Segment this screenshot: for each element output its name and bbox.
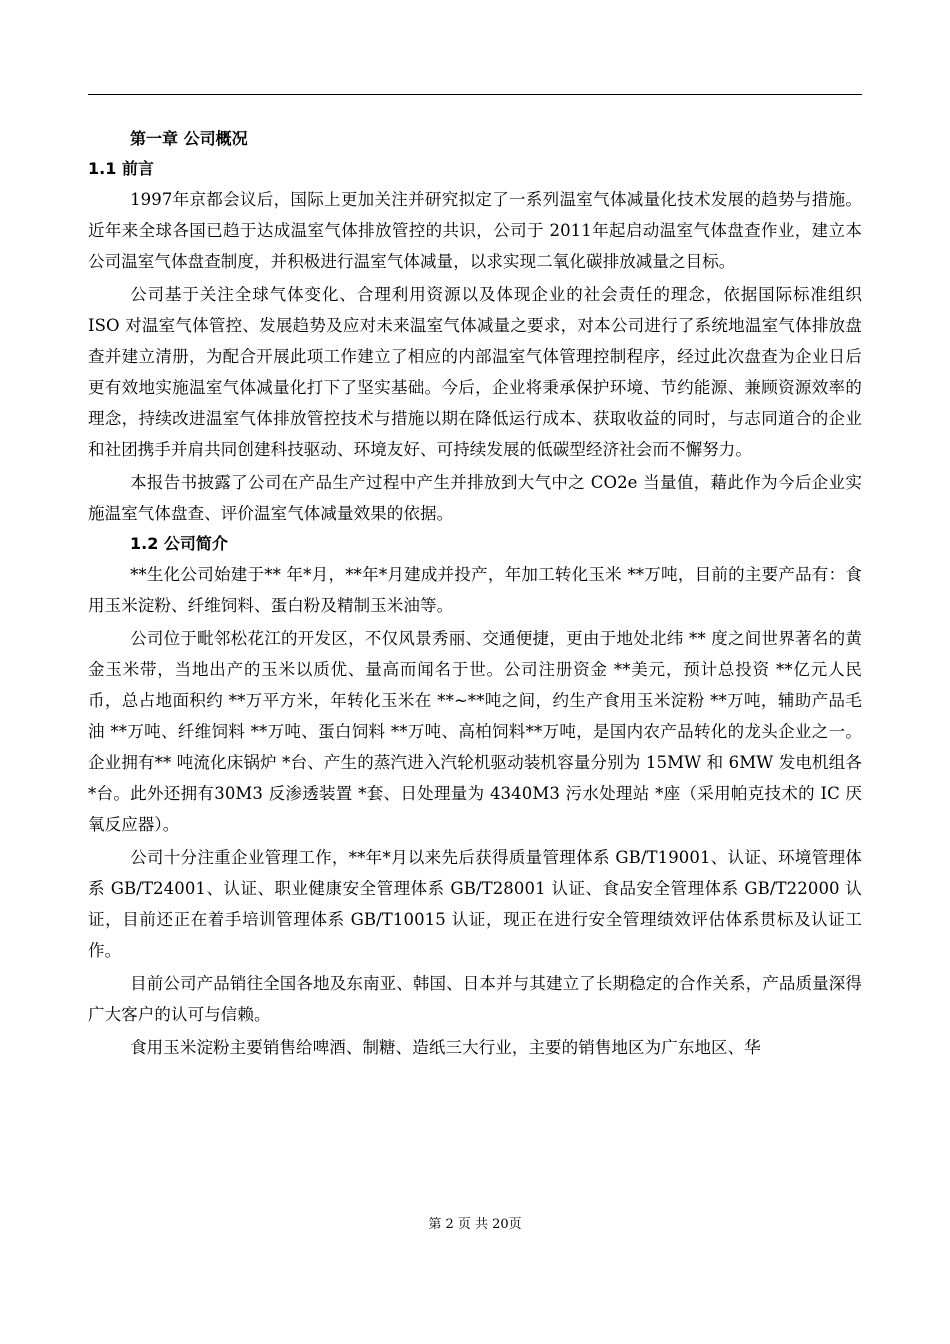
section-heading-company-profile: 1.2 公司简介 [130,534,228,553]
chapter-title: 第一章 公司概况 [130,129,248,148]
paragraph: 本报告书披露了公司在产品生产过程中产生并排放到大气中之 CO2e 当量值，藉此作为今后企业实施温室气体盘查、评价温室气体减量效果的依据。 [88,473,862,523]
paragraph: 公司基于关注全球气体变化、合理利用资源以及体现企业的社会责任的理念，依据国际标准组织 ISO 对温室气体管控、发展趋势及应对未来温室气体减量之要求，对本公司进行了系统地温室气体排放盘查并建立清册，为配合开展此项工作建立了相应的内部温室气体管理控制程序，经过此次盘查为企业日后更有效地实施温室气体减量化打下了坚实基础。今后，企业将秉承保护环境、节约能源、兼顾资源效率的理念，持续改进温室气体排放管控技术与措施以期在降低运行成本、获取收益的同时，与志同道合的企业和社团携手并肩共同创建科技驱动、环境友好、可持续发展的低碳型经济社会而不懈努力。 [88,285,862,459]
paragraph: 1997年京都会议后，国际上更加关注并研究拟定了一系列温室气体减量化技术发展的趋势与措施。近年来全球各国已趋于达成温室气体排放管控的共识，公司于 2011年起启动温室气体盘查作业，建立本公司温室气体盘查制度，并积极进行温室气体减量，以求实现二氧化碳排放减量之目标。 [88,190,862,271]
paragraph: 目前公司产品销往全国各地及东南亚、韩国、日本并与其建立了长期稳定的合作关系，产品质量深得广大客户的认可与信赖。 [88,974,862,1024]
section-heading-preface: 1.1 前言 [88,159,154,178]
header-rule [88,94,862,95]
paragraph: 公司十分注重企业管理工作，**年*月以来先后获得质量管理体系 GB/T19001、认证、环境管理体系 GB/T24001、认证、职业健康安全管理体系 GB/T28001 认证、食品安全管理体系 GB/T22000 认证，目前还正在着手培训管理体系 GB/T10015 认证，现正在进行安全管理绩效评估体系贯标及认证工作。 [88,848,862,960]
paragraph: **生化公司始建于** 年*月，**年*月建成并投产，年加工转化玉米 **万吨，目前的主要产品有：食用玉米淀粉、纤维饲料、蛋白粉及精制玉米油等。 [88,565,862,615]
paragraph: 食用玉米淀粉主要销售给啤酒、制糖、造纸三大行业，主要的销售地区为广东地区、华 [130,1038,761,1057]
page-footer: 第 2 页 共 20页 [428,1217,522,1232]
paragraph: 公司位于毗邻松花江的开发区，不仅风景秀丽、交通便捷，更由于地处北纬 ** 度之间世界著名的黄金玉米带，当地出产的玉米以质优、量高而闻名于世。公司注册资金 **美元，预计总投资 **亿元人民币，总占地面积约 **万平方米，年转化玉米在 **~**吨之间，约生产食用玉米淀粉 **万吨，辅助产品毛油 **万吨、纤维饲料 **万吨、蛋白饲料 **万吨、高柏饲料**万吨，是国内农产品转化的龙头企业之一。企业拥有** 吨流化床锅炉 *台、产生的蒸汽进入汽轮机驱动装机容量分别为 15MW 和 6MW 发电机组各 *台。此外还拥有30M3 反渗透装置 *套、日处理量为 4340M3 污水处理站 *座（采用帕克技术的 IC 厌氧反应器）。 [88,629,862,834]
page-content [88,118,862,1063]
